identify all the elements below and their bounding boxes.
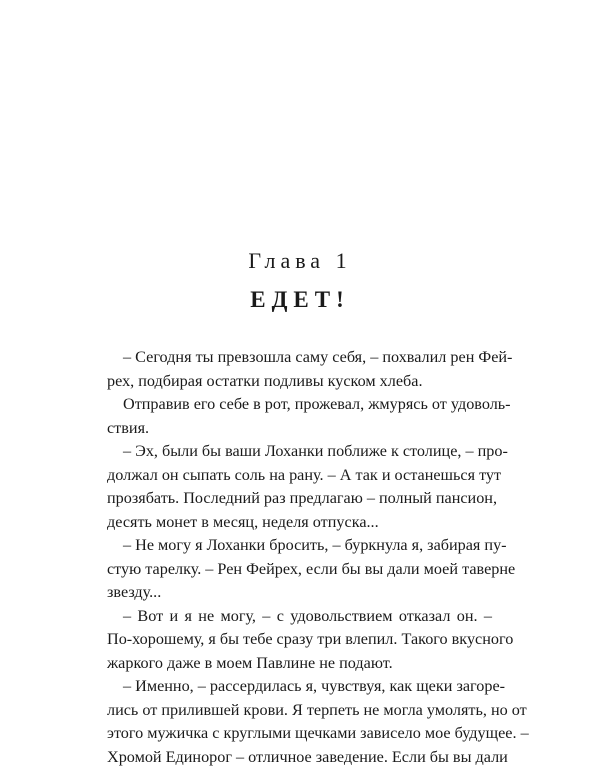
text-line: должал он сыпать соль на рану. – А так и останешься тут (107, 464, 492, 488)
text-line: лись от прилившей крови. Я терпеть не могла умолять, но от (107, 699, 492, 723)
text-line: – Эх, были бы ваши Лоханки поближе к столице, – про- (107, 440, 492, 464)
text-line: – Сегодня ты превзошла саму себя, – похвалил рен Фей- (107, 346, 492, 370)
text-line: рех, подбирая остатки подливы куском хлеба. (107, 370, 492, 394)
text-line: прозябать. Последний раз предлагаю – полный пансион, (107, 487, 492, 511)
text-line: десять монет в месяц, неделя отпуска... (107, 511, 492, 535)
text-line: стую тарелку. – Рен Фейрех, если бы вы дали моей таверне (107, 558, 492, 582)
chapter-body (107, 346, 492, 769)
text-line: По-хорошему, я бы тебе сразу три влепил. Такого вкусного (107, 628, 492, 652)
text-line: звезду... (107, 581, 492, 605)
text-line: ствия. (107, 417, 492, 441)
text-line: Хромой Единорог – отличное заведение. Если бы вы дали (107, 746, 492, 769)
text-line: – Не могу я Лоханки бросить, – буркнула я, забирая пу- (107, 534, 492, 558)
text-line: Отправив его себе в рот, прожевал, жмурясь от удоволь- (107, 393, 492, 417)
chapter-number: Глава 1 (0, 248, 600, 274)
text-line: жаркого даже в моем Павлине не подают. (107, 652, 492, 676)
chapter-title: ЕДЕТ! (0, 287, 600, 313)
text-line: этого мужичка с круглыми щечками зависело мое будущее. – (107, 722, 492, 746)
text-line: – Именно, – рассердилась я, чувствуя, как щеки загоре- (107, 675, 492, 699)
text-line: – Вот и я не могу, – с удовольствием отказал он. – (107, 605, 492, 629)
